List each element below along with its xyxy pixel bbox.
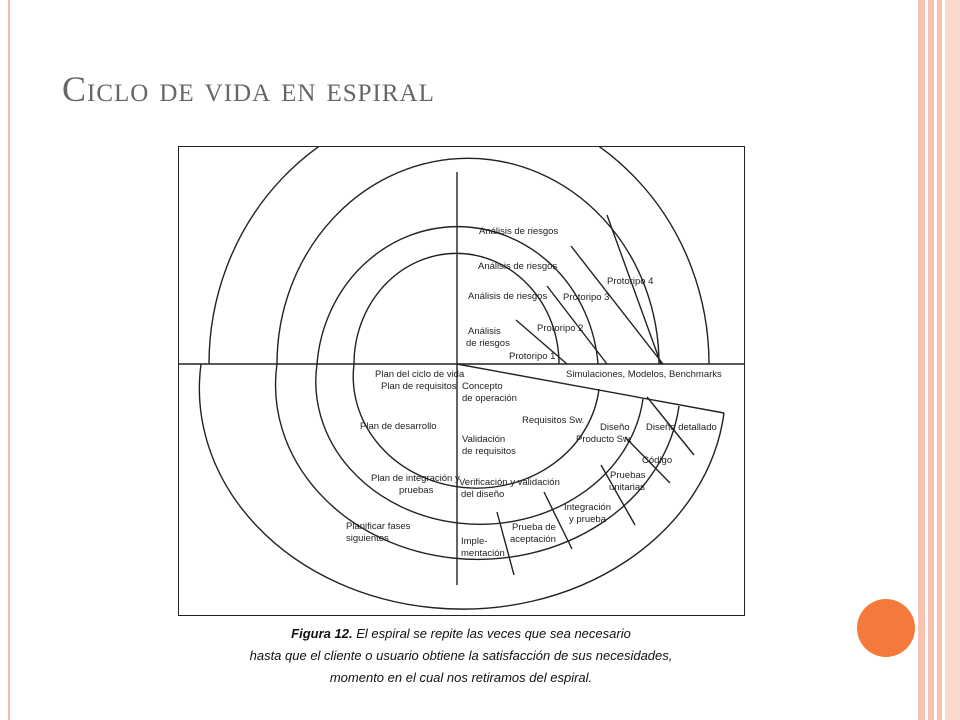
divider-prototipo-3 (571, 246, 663, 364)
label-prototipo-4: Protoripo 4 (607, 276, 654, 287)
label-diseno-producto-2: Producto Sw. (576, 434, 632, 445)
spiral-arc-upper-4 (209, 147, 709, 364)
label-simulaciones: Simulaciones, Modelos, Benchmarks (566, 369, 722, 380)
slide-title: Ciclo de vida en espiral (62, 69, 435, 109)
label-analisis-riesgos-3: Análisis de riesgos (478, 261, 558, 272)
label-diseno-producto-1: Diseño (600, 422, 630, 433)
label-prototipo-2: Protoripo 2 (537, 323, 584, 334)
label-plan-integracion-1: Plan de integración y (371, 473, 460, 484)
label-plan-integracion-2: pruebas (399, 485, 434, 496)
label-planificar-2: siguientes (346, 533, 389, 544)
label-pruebas-unitarias-2: unitarias (609, 482, 645, 493)
label-prototipo-1: Protoripo 1 (509, 351, 556, 362)
label-concepto-1: Concepto (462, 381, 503, 392)
slide-frame-right-stripe (937, 0, 942, 720)
slide-frame-right-band (945, 0, 960, 720)
label-verificacion-2: del diseño (461, 489, 505, 500)
slide-frame-right-stripe (918, 0, 925, 720)
label-prueba-aceptacion-2: aceptación (510, 534, 556, 545)
caption-line-3: momento en el cual nos retiramos del espiral. (329, 670, 593, 685)
label-planificar-1: Planificar fases (346, 521, 411, 532)
slide-frame-left-line (8, 0, 10, 720)
label-implementacion-2: mentación (461, 548, 505, 559)
label-diseno-detallado: Diseño detallado (646, 422, 717, 433)
label-verificacion-1: Verificación y validación (459, 477, 560, 488)
label-de-riesgos-1: de riesgos (466, 338, 510, 349)
label-validacion-2: de requisitos (462, 446, 516, 457)
spiral-diagram (179, 147, 744, 615)
caption-text-1: El espiral se repite las veces que sea necesario (356, 626, 631, 641)
label-prototipo-3: Protoripo 3 (563, 292, 610, 303)
label-analisis-riesgos-2: Análisis de riesgos (468, 291, 548, 302)
label-analisis-riesgos-4: Análisis de riesgos (479, 226, 559, 237)
label-requisitos-sw: Requisitos Sw. (522, 415, 585, 426)
spiral-figure (178, 146, 745, 616)
label-plan-ciclo-2: Plan de requisitos (381, 381, 457, 392)
label-plan-ciclo-1: Plan del ciclo de vida (375, 369, 465, 380)
divider-prototipo-4 (607, 215, 661, 364)
label-pruebas-unitarias-1: Pruebas (610, 470, 646, 481)
label-integracion-1: Integración (564, 502, 612, 513)
label-validacion-1: Validación (462, 434, 506, 445)
label-prueba-aceptacion-1: Prueba de (512, 522, 556, 533)
label-analisis-1: Análisis (468, 326, 501, 337)
figure-label: Figura 12. (291, 626, 353, 641)
diagram-labels (346, 226, 722, 559)
figure-caption (196, 623, 726, 689)
label-implementacion-1: Imple- (461, 536, 488, 547)
slide-frame-right-stripe (928, 0, 934, 720)
label-integracion-2: y prueba (569, 514, 606, 525)
decorative-orange-circle (857, 599, 915, 657)
label-codigo: Código (642, 455, 673, 466)
caption-line-1 (196, 623, 726, 645)
caption-line-2: hasta que el cliente o usuario obtiene la satisfacción de sus necesidades, (249, 648, 673, 663)
label-concepto-2: de operación (462, 393, 517, 404)
label-plan-desarrollo: Plan de desarrollo (360, 421, 437, 432)
